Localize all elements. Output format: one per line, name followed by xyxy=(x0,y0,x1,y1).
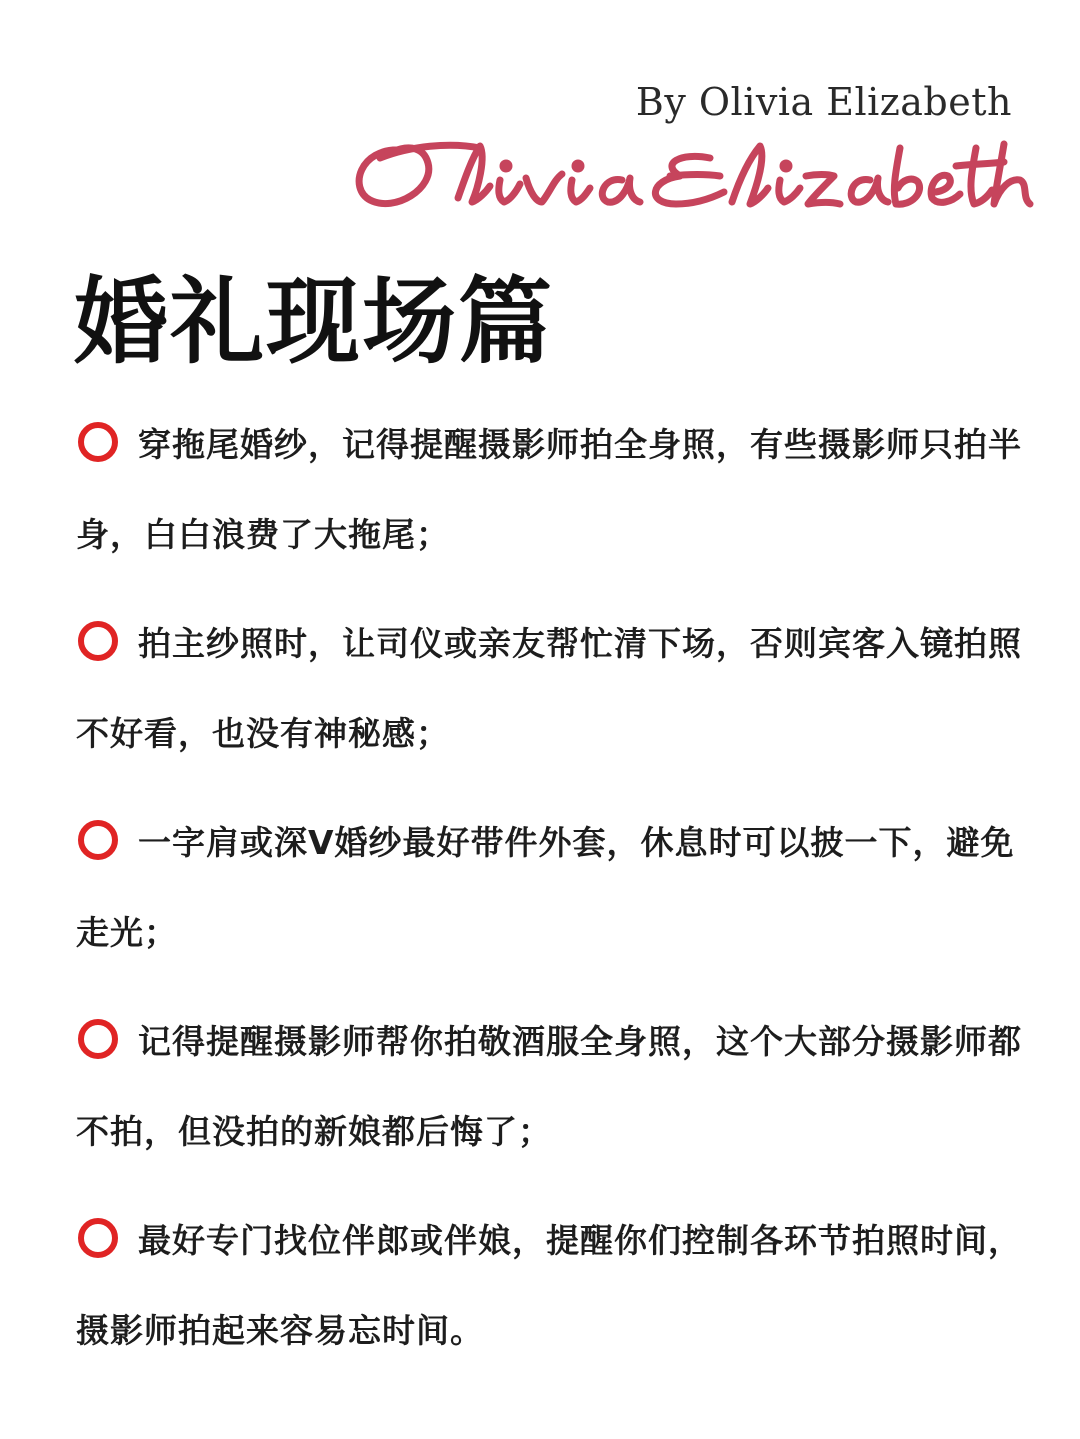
red-circle-icon xyxy=(78,820,118,860)
tip-text: 一字肩或深V婚纱最好带件外套，休息时可以披一下，避免走光； xyxy=(76,823,1015,952)
list-item xyxy=(76,798,1036,978)
list-item xyxy=(76,599,1036,779)
list-item xyxy=(76,1196,1036,1376)
byline: By Olivia Elizabeth xyxy=(635,80,1012,124)
red-circle-icon xyxy=(78,1019,118,1059)
tip-text: 穿拖尾婚纱，记得提醒摄影师拍全身照，有些摄影师只拍半身，白白浪费了大拖尾； xyxy=(76,425,1022,554)
red-circle-icon xyxy=(78,621,118,661)
list-item xyxy=(76,400,1036,580)
signature-logo xyxy=(340,118,1040,228)
tip-text: 拍主纱照时，让司仪或亲友帮忙清下场，否则宾客入镜拍照不好看，也没有神秘感； xyxy=(76,624,1022,753)
red-circle-icon xyxy=(78,1218,118,1258)
tip-text: 记得提醒摄影师帮你拍敬酒服全身照，这个大部分摄影师都不拍，但没拍的新娘都后悔了； xyxy=(76,1022,1022,1151)
page-title: 婚礼现场篇 xyxy=(74,267,555,377)
tip-text: 最好专门找位伴郎或伴娘，提醒你们控制各环节拍照时间，摄影师拍起来容易忘时间。 xyxy=(76,1221,1022,1350)
list-item xyxy=(76,997,1036,1177)
red-circle-icon xyxy=(78,422,118,462)
tips-list xyxy=(76,400,1036,1395)
signature-graphic xyxy=(340,118,1040,228)
